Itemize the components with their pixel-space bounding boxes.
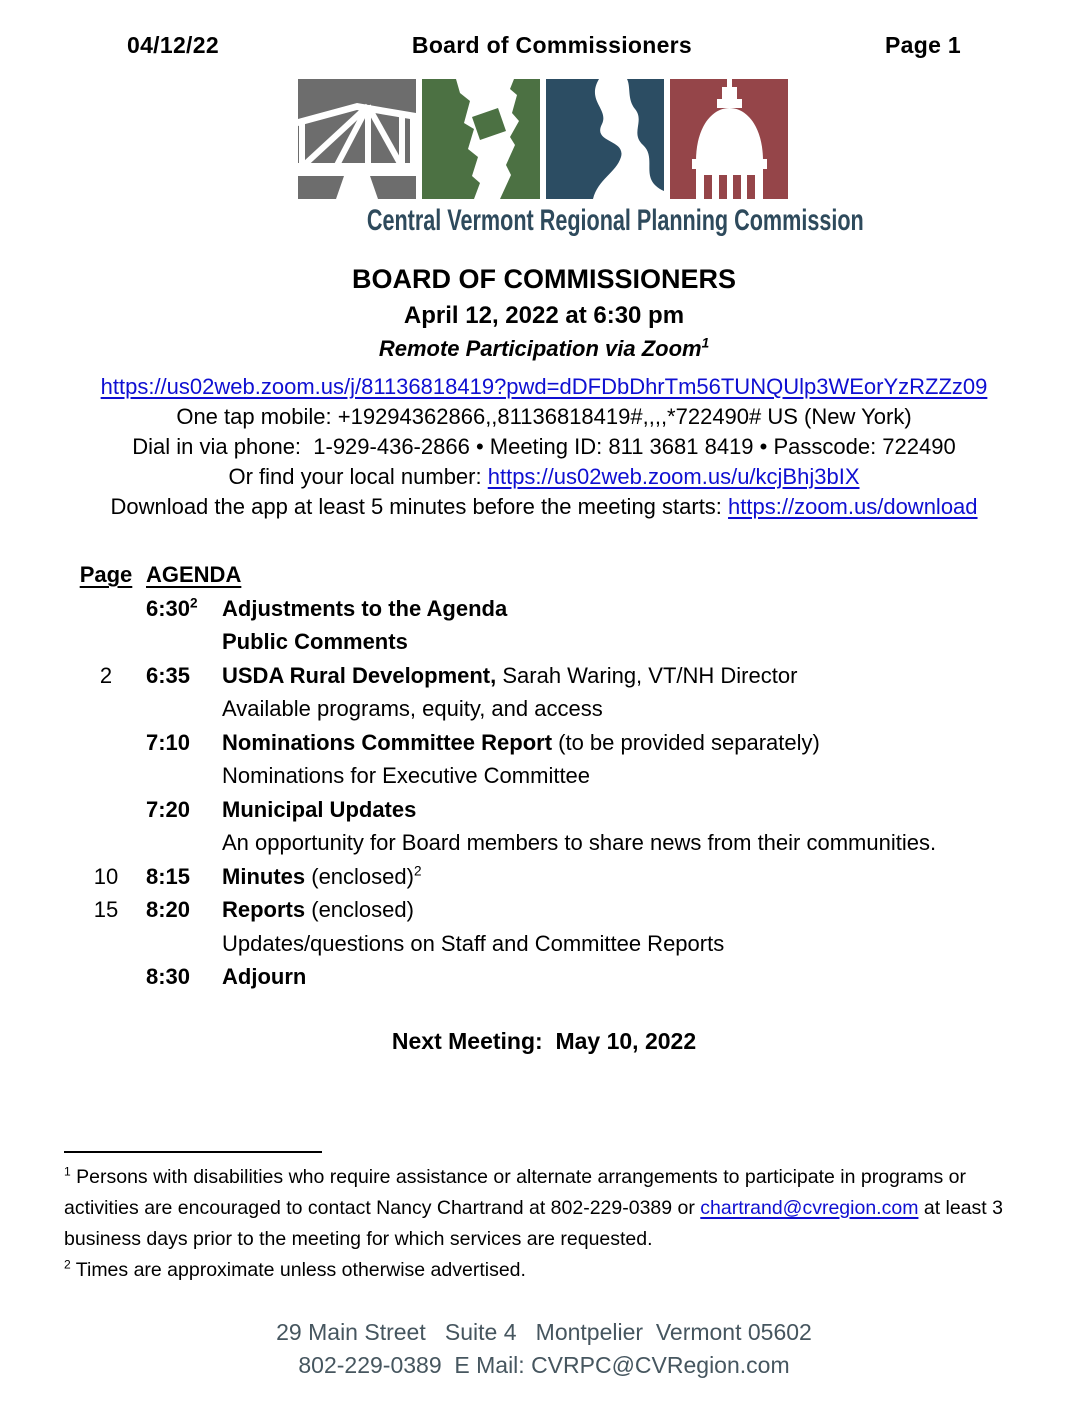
logo-tiles	[298, 79, 790, 199]
header-page-number: Page 1	[885, 32, 961, 58]
footnote-separator	[64, 1151, 322, 1153]
agenda-page-number	[66, 726, 146, 760]
footnote-marker-1: 1	[64, 1164, 71, 1178]
agenda-page-number	[66, 826, 146, 860]
agenda-item-text: Available programs, equity, and access	[222, 696, 603, 721]
agenda-time	[146, 625, 222, 659]
local-number-link[interactable]: https://us02web.zoom.us/u/kcjBhj3bIX	[487, 464, 860, 489]
agenda-header: AGENDA	[146, 562, 242, 587]
agenda-page-number: 15	[93, 897, 119, 922]
agenda-page-number	[66, 927, 146, 961]
agenda-page-number	[66, 759, 146, 793]
organization-footer	[0, 1316, 1088, 1382]
agenda-item-text: Reports (enclosed)	[222, 897, 414, 922]
remote-participation-note: Remote Participation via Zoom$^1$	[378, 335, 710, 361]
agenda-page-number	[66, 692, 146, 726]
header-date: 04/12/22	[127, 32, 219, 58]
footnote-1: $^1$ Persons with disabilities who require assistance or alternate arrangements to participate in programs or activities are encouraged to contact Nancy Chartrand at 802-229-0389 or chartrand@cvregion.com at least 3 business days prior to the meeting for which services are requested.	[64, 1164, 1003, 1250]
agenda-time: 7:20	[146, 796, 191, 822]
agenda-time: 8:15	[146, 863, 191, 889]
agenda-time	[146, 927, 222, 961]
agenda-item-text: Municipal Updates	[222, 796, 417, 822]
agenda-page-number	[66, 592, 146, 626]
capitol-dome-icon	[670, 79, 788, 199]
agenda-item-text: Public Comments	[222, 629, 408, 654]
meeting-datetime: April 12, 2022 at 6:30 pm	[403, 302, 685, 329]
river-icon	[546, 79, 664, 199]
header-title: Board of Commissioners	[411, 32, 693, 58]
footnote-ref-2: 2	[190, 595, 198, 611]
bridge-icon	[298, 79, 416, 199]
agenda-page-number: 10	[93, 863, 119, 889]
local-number-line: Or find your local number: https://us02web.zoom.us/u/kcjBhj3bIX	[228, 464, 860, 489]
agenda-item-text: Minutes (enclosed)$^2$	[222, 863, 422, 889]
agenda-time: 6:35	[146, 662, 191, 688]
agenda-page-column-header: Page	[79, 562, 133, 587]
agenda-page-number	[66, 960, 146, 994]
agenda-page-number: 2	[99, 662, 113, 688]
zoom-join-line	[0, 372, 1088, 402]
logo-wordmark: Central Vermont Regional Planning Commission	[366, 204, 864, 237]
footnote-2: $^2$ Times are approximate unless otherwise advertised.	[64, 1257, 526, 1281]
agenda-page-number	[66, 625, 146, 659]
agenda-table	[66, 558, 1048, 994]
footer-contact: 802-229-0389 E Mail: CVRPC@CVRegion.com	[298, 1351, 790, 1378]
agenda-item-text: Nominations Committee Report (to be provided separately)	[222, 729, 820, 755]
agenda-item-text: USDA Rural Development, Sarah Waring, VT/NH Director	[222, 662, 798, 688]
agenda-item-text: Nominations for Executive Committee	[222, 763, 591, 788]
vermont-map-icon	[422, 79, 540, 199]
agenda-item-text: Adjustments to the Agenda	[222, 595, 508, 621]
zoom-download-link[interactable]: https://zoom.us/download	[728, 494, 978, 519]
running-header	[0, 0, 1088, 59]
agenda-time	[146, 692, 222, 726]
contact-email-link[interactable]: chartrand@cvregion.com	[700, 1196, 919, 1219]
agenda-time	[146, 826, 222, 860]
agenda-item-text: Adjourn	[222, 964, 307, 989]
meeting-connection-info	[0, 372, 1088, 522]
agenda-item-text: Updates/questions on Staff and Committee Reports	[222, 930, 725, 956]
agenda-page-number	[66, 793, 146, 827]
one-tap-line: One tap mobile: +19294362866,,81136818419#,,,,*722490# US (New York)	[176, 404, 912, 429]
agenda-time: 7:10	[146, 729, 191, 755]
footnotes-section	[64, 1151, 1028, 1286]
footnote-ref-1: 1	[701, 335, 710, 351]
next-meeting-note: Next Meeting: May 10, 2022	[391, 1027, 697, 1054]
agenda-item-text: An opportunity for Board members to share news from their communities.	[222, 830, 937, 855]
footer-address: 29 Main Street Suite 4 Montpelier Vermont 05602	[276, 1318, 812, 1345]
download-line: Download the app at least 5 minutes before the meeting starts: https://zoom.us/download	[110, 494, 978, 519]
agenda-time: $6:30^2$	[146, 595, 198, 621]
zoom-join-link[interactable]: https://us02web.zoom.us/j/81136818419?pwd=dDFDbDhrTm56TUNQUlp3WEorYzRZZz09	[100, 374, 988, 399]
agenda-time: 8:30	[146, 964, 191, 989]
dial-in-line: Dial in via phone: 1-929-436-2866 • Meeting ID: 811 3681 8419 • Passcode: 722490	[132, 434, 956, 459]
footnote-ref-2: 2	[413, 863, 422, 879]
agenda-time	[146, 759, 222, 793]
meeting-title: BOARD OF COMMISSIONERS	[351, 264, 736, 294]
cvrpc-logo	[298, 79, 864, 238]
footnote-marker-2: 2	[64, 1257, 71, 1271]
agenda-time: 8:20	[146, 897, 191, 922]
